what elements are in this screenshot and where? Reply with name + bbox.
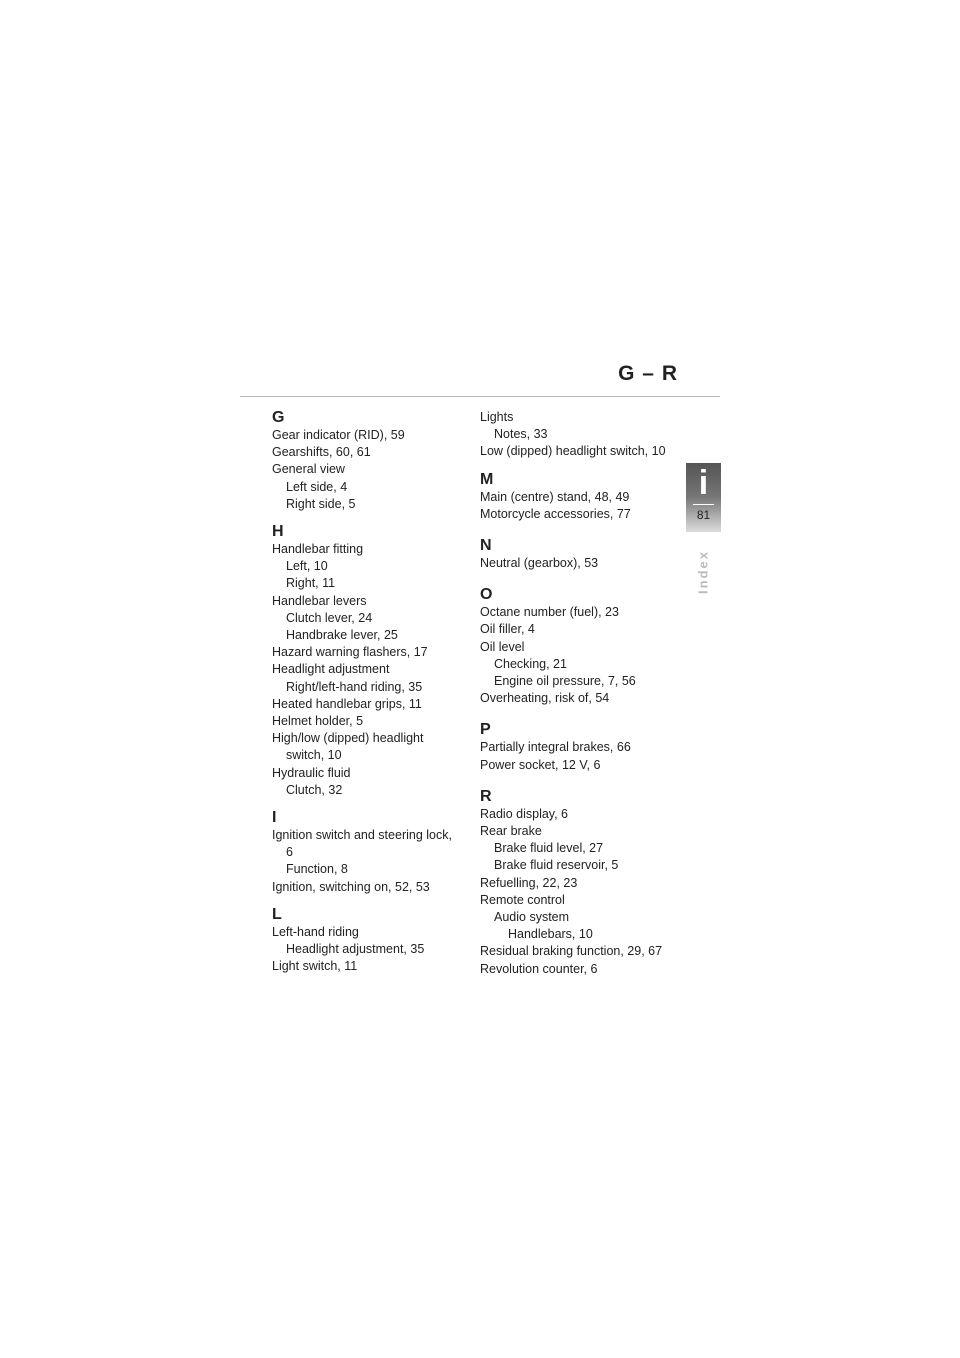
index-entry: Main (centre) stand, 48, 49 [480,489,630,504]
section-letter: H [272,523,284,541]
index-entry: Ignition, switching on, 52, 53 [272,879,430,894]
section-letter: M [480,470,494,488]
index-entry: Hazard warning flashers, 17 [272,645,428,660]
index-entry: General view [272,462,345,477]
index-entry: Hydraulic fluid [272,765,351,780]
header-divider [240,396,720,397]
index-entry: Overheating, risk of, 54 [480,691,610,706]
index-subentry: Right, 11 [286,576,336,591]
index-section-i [272,809,472,896]
section-letter: P [480,721,491,739]
index-subsubentry: Handlebars, 10 [508,927,593,942]
index-entry: Residual braking function, 29, 67 [480,944,663,959]
index-entry: High/low (dipped) headlight [272,731,424,746]
page-number: 81 [696,508,711,522]
index-column-right [480,409,680,988]
index-subentry: Right side, 5 [286,496,356,511]
index-entry: Motorcycle accessories, 77 [480,506,631,521]
index-subentry: Engine oil pressure, 7, 56 [494,674,636,689]
index-entry: Gear indicator (RID), 59 [272,428,405,442]
page-title: G – R [618,362,678,385]
section-letter: R [480,787,492,805]
index-section-h [272,523,472,799]
index-entry: Refuelling, 22, 23 [480,875,578,890]
index-entry: Left-hand riding [272,924,359,939]
info-icon: i [698,464,709,502]
index-subentry: Handbrake lever, 25 [286,628,398,643]
index-subentry: Brake fluid level, 27 [494,841,604,856]
section-letter: G [272,409,285,426]
section-letter: N [480,537,492,555]
index-entry: Rear brake [480,824,542,839]
index-subentry: Notes, 33 [494,427,548,442]
index-entry: Gearshifts, 60, 61 [272,445,371,460]
tab-divider [693,504,714,505]
index-entry: Helmet holder, 5 [272,714,364,729]
index-section-p [480,721,680,773]
index-subentry: Headlight adjustment, 35 [286,942,425,957]
index-section-l-continued [480,409,680,461]
index-subentry: Right/left-hand riding, 35 [286,679,423,694]
index-entry-continuation: 6 [286,845,293,860]
index-subentry: Left, 10 [286,559,328,574]
index-subentry: Audio system [494,910,570,925]
index-tab [686,463,721,532]
index-entry: Revolution counter, 6 [480,961,598,976]
index-section-r [480,788,680,978]
index-entry: Oil filler, 4 [480,622,535,637]
index-entry: Partially integral brakes, 66 [480,740,631,755]
section-letter: O [480,586,493,604]
index-subentry: Function, 8 [286,862,348,877]
index-entry: Low (dipped) headlight switch, 10 [480,444,666,459]
index-entry: Handlebar fitting [272,542,364,557]
index-entry: Heated handlebar grips, 11 [272,696,422,711]
index-subentry: Left side, 4 [286,479,348,494]
section-letter: L [272,905,282,923]
index-subentry: Clutch, 32 [286,782,343,797]
index-section-o [480,586,680,707]
index-entry: Remote control [480,892,565,907]
index-subentry: Clutch lever, 24 [286,610,373,625]
index-entry: Octane number (fuel), 23 [480,605,619,620]
index-subentry: Checking, 21 [494,656,567,671]
index-entry-continuation: switch, 10 [286,748,342,763]
section-letter: I [272,809,277,827]
index-entry: Neutral (gearbox), 53 [480,556,599,571]
index-entry: Ignition switch and steering lock, [272,828,452,843]
index-section-g [272,409,472,513]
index-entry: Headlight adjustment [272,662,390,677]
index-section-n [480,537,680,572]
index-entry: Light switch, 11 [272,959,358,974]
index-entry: Power socket, 12 V, 6 [480,757,601,772]
index-entry: Radio display, 6 [480,806,569,821]
index-entry: Handlebar levers [272,593,367,608]
section-side-label: Index [695,550,711,594]
index-subentry: Brake fluid reservoir, 5 [494,858,619,873]
index-column-left [272,409,472,985]
index-section-l [272,906,472,976]
index-entry: Oil level [480,639,525,654]
index-entry: Lights [480,410,514,424]
index-section-m [480,471,680,523]
